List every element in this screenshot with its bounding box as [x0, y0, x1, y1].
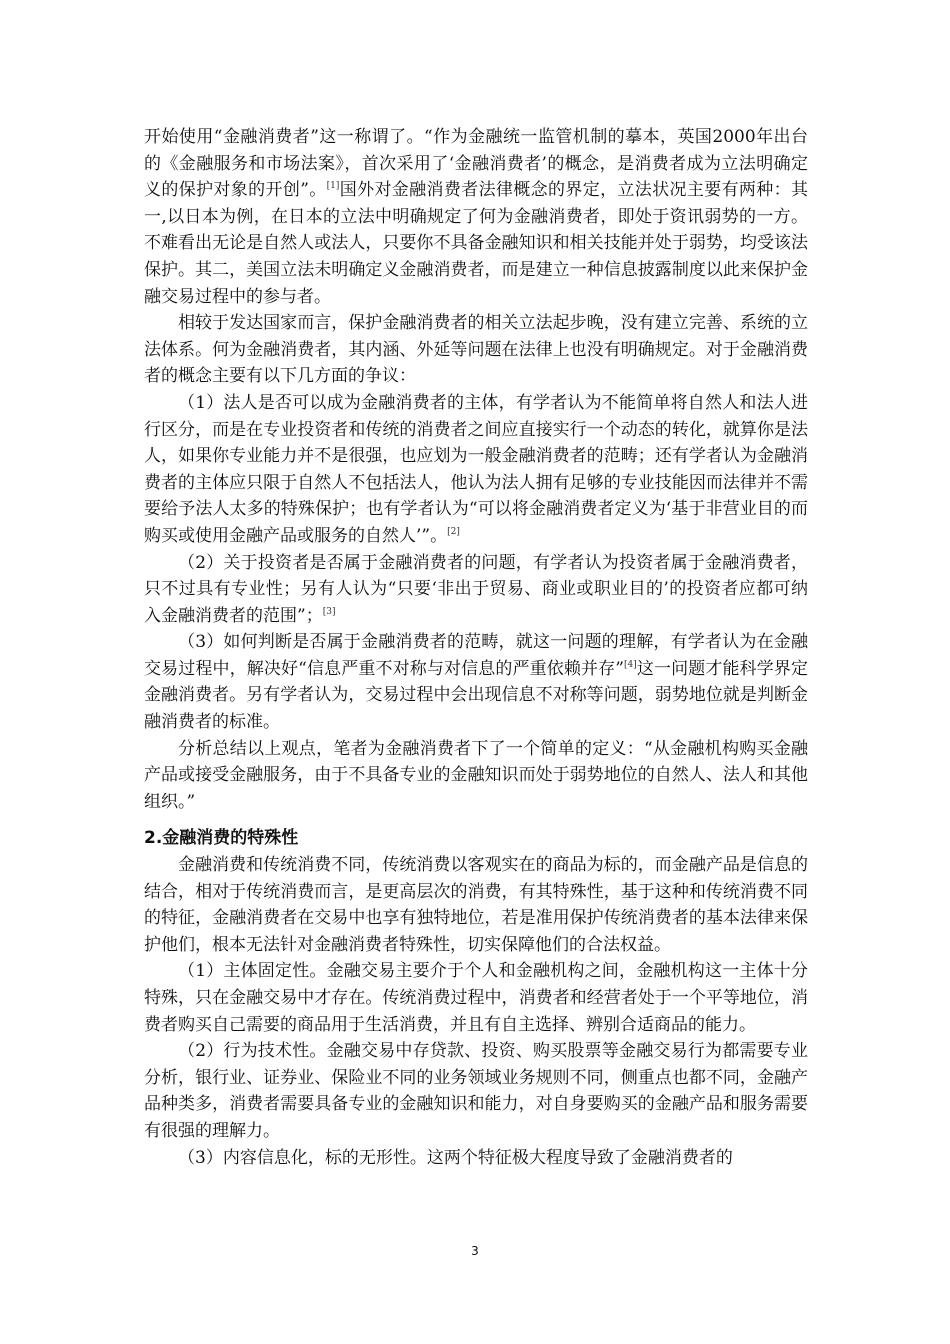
- paragraph-1: 开始使用“金融消费者”这一称谓了。“作为金融统一监管机制的摹本，英国2000年出台的《金融服务和市场法案》，首次采用了‘金融消费者’的概念，是消费者成为立法明确定义的保护对象的开创”。[1]国外对金融消费者法律概念的界定，立法状况主要有两种：其一,以日本为例，在日本的立法中明确规定了何为金融消费者，即处于资讯弱势的一方。不难看出无论是自然人或法人，只要你不具备金融知识和相关技能并处于弱势，均受该法保护。其二，美国立法未明确定义金融消费者，而是建立一种信息披露制度以此来保护金融交易过程中的参与者。: [144, 127, 808, 307]
- citation-1[interactable]: [1]: [326, 181, 340, 192]
- body-text: [144, 124, 808, 1171]
- paragraph-3: （1）法人是否可以成为金融消费者的主体，有学者认为不能简单将自然人和法人进行区分，而是在专业投资者和传统的消费者之间应直接实行一个动态的转化，就算你是法人，如果你专业能力并不是很强，也应划为一般金融消费者的范畴；还有学者认为金融消费者的主体应只限于自然人不包括法人，他认为法人拥有足够的专业技能因而法律并不需要给予法人太多的特殊保护；也有学者认为“可以将金融消费者定义为‘基于非营业目的而购买或使用金融产品或服务的自然人’”。[2]: [144, 392, 808, 546]
- citation-3[interactable]: [3]: [322, 606, 336, 617]
- section-heading: 2.金融消费的特殊性: [144, 828, 299, 849]
- page-number: 3: [471, 1244, 479, 1258]
- paragraph-4: （2）关于投资者是否属于金融消费者的问题，有学者认为投资者属于金融消费者，只不过具有专业性；另有人认为“只要‘非出于贸易、商业或职业目的’的投资者应都可纳入金融消费者的范围”；[3]: [144, 552, 808, 626]
- paragraph-10: （3）内容信息化，标的无形性。这两个特征极大程度导致了金融消费者的: [178, 1147, 733, 1168]
- paragraph-7: 金融消费和传统消费不同，传统消费以客观实在的商品为标的，而金融产品是信息的结合，相对于传统消费而言，是更高层次的消费，有其特殊性，基于这种和传统消费不同的特征，金融消费者在交易中也享有独特地位，若是准用保护传统消费者的基本法律来保护他们，根本无法针对金融消费者特殊性，切实保障他们的合法权益。: [144, 855, 808, 955]
- paragraph-8: （1）主体固定性。金融交易主要介于个人和金融机构之间，金融机构这一主体十分特殊，只在金融交易中才存在。传统消费过程中，消费者和经营者处于一个平等地位，消费者购买自己需要的商品用于生活消费，并且有自主选择、辨别合适商品的能力。: [144, 961, 808, 1035]
- paragraph-5: （3）如何判断是否属于金融消费者的范畴，就这一问题的理解，有学者认为在金融交易过程中，解决好“信息严重不对称与对信息的严重依赖并存”[4]这一问题才能科学界定金融消费者。另有学者认为，交易过程中会出现信息不对称等问题，弱势地位就是判断金融消费者的标准。: [144, 632, 808, 733]
- paragraph-9: （2）行为技术性。金融交易中存贷款、投资、购买股票等金融交易行为都需要专业分析，银行业、证券业、保险业不同的业务领域业务规则不同，侧重点也都不同，金融产品种类多，消费者需要具备专业的金融知识和能力，对自身要购买的金融产品和服务需要有很强的理解力。: [144, 1041, 808, 1141]
- citation-2[interactable]: [2]: [447, 526, 460, 537]
- citation-4[interactable]: [4]: [623, 659, 637, 670]
- paragraph-2: 相较于发达国家而言，保护金融消费者的相关立法起步晚，没有建立完善、系统的立法体系。何为金融消费者，其内涵、外延等问题在法律上也没有明确规定。对于金融消费者的概念主要有以下几方面的争议：: [144, 313, 808, 387]
- paragraph-6: 分析总结以上观点，笔者为金融消费者下了一个简单的定义：“从金融机构购买金融产品或接受金融服务，由于不具备专业的金融知识而处于弱势地位的自然人、法人和其他组织。”: [144, 738, 808, 812]
